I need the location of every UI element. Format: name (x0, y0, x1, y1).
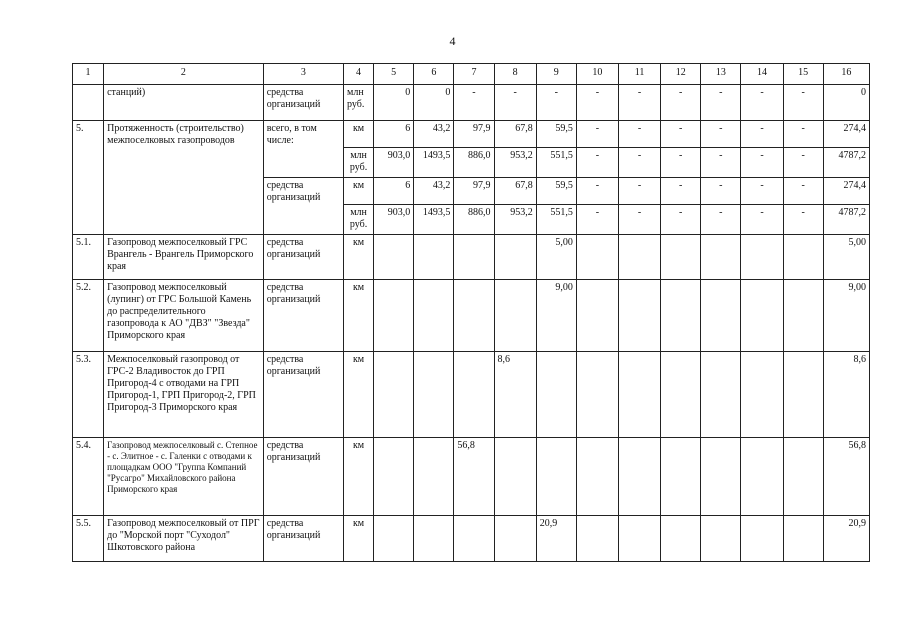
value-cell: - (701, 121, 741, 148)
page-number: 4 (449, 34, 456, 48)
table-row (73, 516, 870, 562)
value-cell (374, 516, 414, 562)
total-cell: 274,4 (823, 178, 869, 205)
row-unit-cell: млн руб. (344, 148, 374, 178)
value-cell (374, 352, 414, 438)
value-cell (576, 438, 618, 516)
value-cell (741, 235, 783, 280)
table-row (73, 352, 870, 438)
total-cell: 5,00 (823, 235, 869, 280)
value-cell: - (741, 205, 783, 235)
value-cell (741, 438, 783, 516)
header-cell: 10 (576, 64, 618, 85)
table-row (73, 235, 870, 280)
value-cell: - (576, 205, 618, 235)
value-cell: - (741, 121, 783, 148)
value-cell: - (494, 85, 536, 121)
value-cell (576, 516, 618, 562)
value-cell: - (576, 121, 618, 148)
value-cell: 56,8 (454, 438, 494, 516)
value-cell: - (741, 178, 783, 205)
value-cell: - (618, 178, 660, 205)
value-cell: 97,9 (454, 121, 494, 148)
value-cell: 953,2 (494, 148, 536, 178)
value-cell (618, 438, 660, 516)
value-cell (494, 516, 536, 562)
value-cell: 0 (374, 85, 414, 121)
row-number-cell: 5.4. (73, 438, 104, 516)
value-cell: - (618, 85, 660, 121)
row-name-cell: станций) (104, 85, 264, 121)
row-source-cell: средства организаций (263, 235, 343, 280)
total-cell: 8,6 (823, 352, 869, 438)
row-number-cell: 5.2. (73, 280, 104, 352)
row-unit-cell: км (344, 438, 374, 516)
value-cell: 8,6 (494, 352, 536, 438)
row-source-cell: средства организаций (263, 352, 343, 438)
value-cell: - (576, 178, 618, 205)
value-cell: - (783, 178, 823, 205)
total-cell: 56,8 (823, 438, 869, 516)
value-cell (414, 438, 454, 516)
value-cell: 9,00 (536, 280, 576, 352)
value-cell (741, 280, 783, 352)
row-unit-cell: млн руб. (344, 205, 374, 235)
row-unit-cell: км (344, 235, 374, 280)
total-cell: 274,4 (823, 121, 869, 148)
row-unit-cell: км (344, 178, 374, 205)
value-cell: - (618, 121, 660, 148)
value-cell (414, 280, 454, 352)
value-cell (454, 516, 494, 562)
value-cell (701, 352, 741, 438)
row-name-cell: Газопровод межпоселковый (лупинг) от ГРС Большой Камень до распределительного газопровода к АО "ДВЗ" "Звезда" Приморского края (104, 280, 264, 352)
value-cell: 886,0 (454, 148, 494, 178)
value-cell: 886,0 (454, 205, 494, 235)
value-cell: 67,8 (494, 121, 536, 148)
header-cell: 3 (263, 64, 343, 85)
table-row (73, 280, 870, 352)
header-cell: 11 (618, 64, 660, 85)
value-cell (494, 280, 536, 352)
value-cell: - (661, 205, 701, 235)
value-cell (454, 280, 494, 352)
value-cell: - (701, 178, 741, 205)
row-number-cell: 5.5. (73, 516, 104, 562)
row-unit-cell: км (344, 280, 374, 352)
row-number-cell: 5.3. (73, 352, 104, 438)
table-row (73, 85, 870, 121)
value-cell: - (783, 148, 823, 178)
value-cell: 903,0 (374, 148, 414, 178)
value-cell (783, 352, 823, 438)
header-cell: 15 (783, 64, 823, 85)
value-cell: 5,00 (536, 235, 576, 280)
value-cell (783, 280, 823, 352)
header-cell: 16 (823, 64, 869, 85)
header-cell: 9 (536, 64, 576, 85)
table-row (73, 121, 870, 148)
value-cell: 1493,5 (414, 205, 454, 235)
row-number-cell: 5.1. (73, 235, 104, 280)
row-name-cell: Газопровод межпоселковый от ПРГ до "Морской порт "Суходол" Шкотовского района (104, 516, 264, 562)
value-cell (783, 516, 823, 562)
value-cell (414, 352, 454, 438)
value-cell (454, 235, 494, 280)
value-cell: 1493,5 (414, 148, 454, 178)
value-cell (576, 352, 618, 438)
value-cell (414, 516, 454, 562)
row-source-cell: всего, в том числе: (263, 121, 343, 178)
value-cell (701, 438, 741, 516)
value-cell (741, 516, 783, 562)
row-source-cell: средства организаций (263, 85, 343, 121)
header-cell: 12 (661, 64, 701, 85)
value-cell (414, 235, 454, 280)
value-cell (618, 235, 660, 280)
row-source-cell: средства организаций (263, 438, 343, 516)
header-cell: 4 (344, 64, 374, 85)
value-cell (661, 352, 701, 438)
value-cell (576, 235, 618, 280)
row-name-cell: Газопровод межпоселковый ГРС Врангель - Врангель Приморского края (104, 235, 264, 280)
value-cell: 43,2 (414, 121, 454, 148)
value-cell: 6 (374, 121, 414, 148)
value-cell: 551,5 (536, 148, 576, 178)
value-cell: 97,9 (454, 178, 494, 205)
value-cell: - (576, 85, 618, 121)
value-cell (374, 280, 414, 352)
value-cell: - (741, 148, 783, 178)
header-cell: 1 (73, 64, 104, 85)
value-cell: - (783, 121, 823, 148)
value-cell: - (701, 205, 741, 235)
value-cell (661, 438, 701, 516)
value-cell: - (661, 178, 701, 205)
value-cell: 59,5 (536, 178, 576, 205)
table-header-row (73, 64, 870, 85)
value-cell: - (741, 85, 783, 121)
total-cell: 20,9 (823, 516, 869, 562)
row-source-cell: средства организаций (263, 280, 343, 352)
row-source-cell: средства организаций (263, 178, 343, 235)
row-number-cell: 5. (73, 121, 104, 235)
value-cell (494, 438, 536, 516)
row-unit-cell: км (344, 121, 374, 148)
value-cell (618, 280, 660, 352)
value-cell: 6 (374, 178, 414, 205)
value-cell (536, 438, 576, 516)
value-cell (661, 235, 701, 280)
value-cell: - (783, 85, 823, 121)
value-cell (701, 516, 741, 562)
row-name-cell: Протяженность (строительство) межпоселковых газопроводов (104, 121, 264, 235)
header-cell: 13 (701, 64, 741, 85)
value-cell (576, 280, 618, 352)
value-cell (661, 280, 701, 352)
row-name-cell: Межпоселковый газопровод от ГРС-2 Владивосток до ГРП Пригород-4 с отводами на ГРП Пригород-1, ГРП Пригород-2, ГРП Пригород-3 Приморского края (104, 352, 264, 438)
value-cell: - (661, 121, 701, 148)
value-cell: - (618, 205, 660, 235)
row-unit-cell: км (344, 352, 374, 438)
value-cell (783, 235, 823, 280)
total-cell: 0 (823, 85, 869, 121)
value-cell: 20,9 (536, 516, 576, 562)
value-cell (701, 235, 741, 280)
value-cell (454, 352, 494, 438)
header-cell: 6 (414, 64, 454, 85)
value-cell (661, 516, 701, 562)
row-source-cell: средства организаций (263, 516, 343, 562)
header-cell: 14 (741, 64, 783, 85)
value-cell (618, 352, 660, 438)
value-cell (783, 438, 823, 516)
value-cell (374, 235, 414, 280)
header-cell: 7 (454, 64, 494, 85)
value-cell: 43,2 (414, 178, 454, 205)
data-table (72, 63, 870, 562)
row-name-cell: Газопровод межпоселковый с. Степное - с. Элитное - с. Галенки с отводами к площадкам ООО "Группа Компаний "Русагро" Михайловского района Приморского края (104, 438, 264, 516)
value-cell: 551,5 (536, 205, 576, 235)
value-cell (494, 235, 536, 280)
value-cell: - (454, 85, 494, 121)
value-cell: - (661, 85, 701, 121)
value-cell: - (618, 148, 660, 178)
value-cell: - (701, 148, 741, 178)
row-unit-cell: млн руб. (344, 85, 374, 121)
total-cell: 9,00 (823, 280, 869, 352)
value-cell: - (701, 85, 741, 121)
value-cell (618, 516, 660, 562)
value-cell: - (576, 148, 618, 178)
value-cell: 0 (414, 85, 454, 121)
value-cell: - (536, 85, 576, 121)
header-cell: 2 (104, 64, 264, 85)
value-cell: 953,2 (494, 205, 536, 235)
row-number-cell (73, 85, 104, 121)
value-cell: - (661, 148, 701, 178)
value-cell: - (783, 205, 823, 235)
header-cell: 8 (494, 64, 536, 85)
value-cell (701, 280, 741, 352)
value-cell: 59,5 (536, 121, 576, 148)
value-cell (536, 352, 576, 438)
total-cell: 4787,2 (823, 148, 869, 178)
header-cell: 5 (374, 64, 414, 85)
row-unit-cell: км (344, 516, 374, 562)
value-cell: 903,0 (374, 205, 414, 235)
value-cell: 67,8 (494, 178, 536, 205)
table-row (73, 438, 870, 516)
total-cell: 4787,2 (823, 205, 869, 235)
value-cell (374, 438, 414, 516)
value-cell (741, 352, 783, 438)
